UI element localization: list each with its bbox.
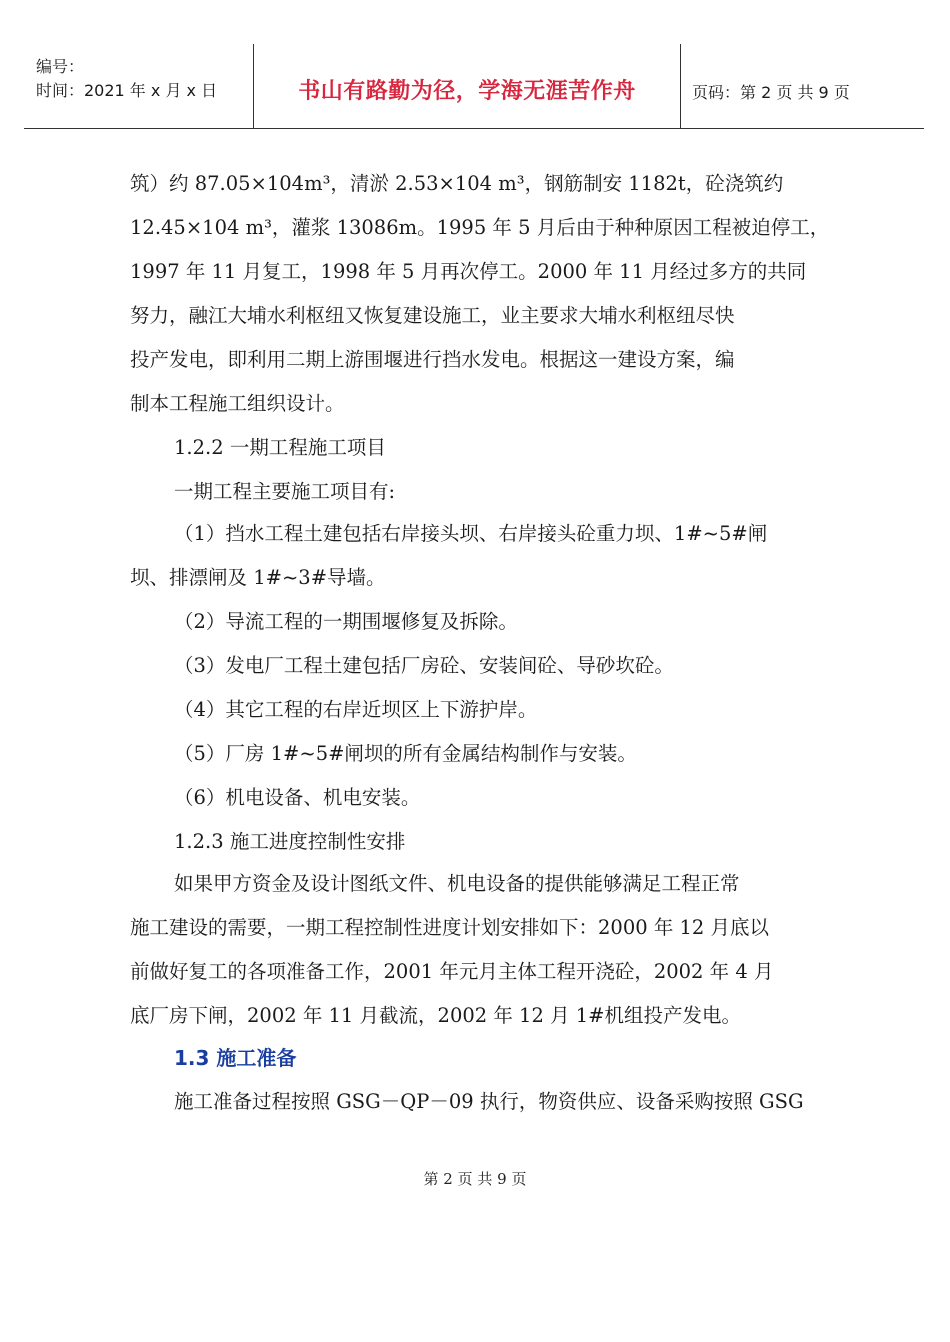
section-heading-1-3: 1.3 施工准备	[174, 1046, 297, 1070]
list-item: （5）厂房 1#~5#闸坝的所有金属结构制作与安装。	[174, 742, 637, 765]
body-line: 投产发电，即利用二期上游围堰进行挡水发电。根据这一建设方案，编	[130, 348, 735, 371]
list-item: （6）机电设备、机电安装。	[174, 786, 421, 809]
document-date-label: 时间：2021 年 x 月 x 日	[36, 81, 218, 100]
body-line: 如果甲方资金及设计图纸文件、机电设备的提供能够满足工程正常	[174, 872, 740, 895]
body-line: 施工准备过程按照 GSG－QP－09 执行，物资供应、设备采购按照 GSG	[174, 1090, 804, 1113]
page-footer: 第 2 页 共 9 页	[423, 1170, 527, 1188]
header-meta	[24, 44, 252, 128]
list-item: （4）其它工程的右岸近坝区上下游护岸。	[174, 698, 538, 721]
body-line: 前做好复工的各项准备工作，2001 年元月主体工程开浇砼，2002 年 4 月	[130, 960, 774, 983]
header-divider	[680, 44, 681, 128]
body-line: 12.45×104 m³，灌浆 13086m。1995 年 5 月后由于种种原因工程被迫停工，	[130, 216, 830, 239]
document-header	[24, 44, 924, 129]
list-item: （2）导流工程的一期围堰修复及拆除。	[174, 610, 518, 633]
body-line: 1997 年 11 月复工，1998 年 5 月再次停工。2000 年 11 月经过多方的共同	[130, 260, 807, 283]
list-item-continuation: 坝、排漂闸及 1#~3#导墙。	[130, 566, 386, 589]
body-line: 一期工程主要施工项目有:	[174, 480, 396, 503]
body-line: 底厂房下闸，2002 年 11 月截流，2002 年 12 月 1#机组投产发电。	[130, 1004, 742, 1027]
section-heading-1-2-2: 1.2.2 一期工程施工项目	[174, 436, 386, 459]
header-motto: 书山有路勤为径，学海无涯苦作舟	[298, 79, 636, 104]
header-page-code: 页码：第 2 页 共 9 页	[692, 83, 850, 102]
body-line: 制本工程施工组织设计。	[130, 392, 345, 415]
body-line: 筑）约 87.05×104m³，清淤 2.53×104 m³，钢筋制安 1182t，砼浇筑约	[130, 172, 784, 195]
document-number-label: 编号：	[36, 57, 85, 76]
section-heading-1-2-3: 1.2.3 施工进度控制性安排	[174, 830, 406, 853]
body-line: 努力，融江大埔水利枢纽又恢复建设施工，业主要求大埔水利枢纽尽快	[130, 304, 735, 327]
header-page-cell	[682, 44, 924, 128]
list-item: （1）挡水工程土建包括右岸接头坝、右岸接头砼重力坝、1#~5#闸	[174, 522, 768, 545]
list-item: （3）发电厂工程土建包括厂房砼、安装间砼、导砂坎砼。	[174, 654, 674, 677]
body-line: 施工建设的需要，一期工程控制性进度计划安排如下：2000 年 12 月底以	[130, 916, 770, 939]
header-motto-cell	[254, 44, 680, 128]
